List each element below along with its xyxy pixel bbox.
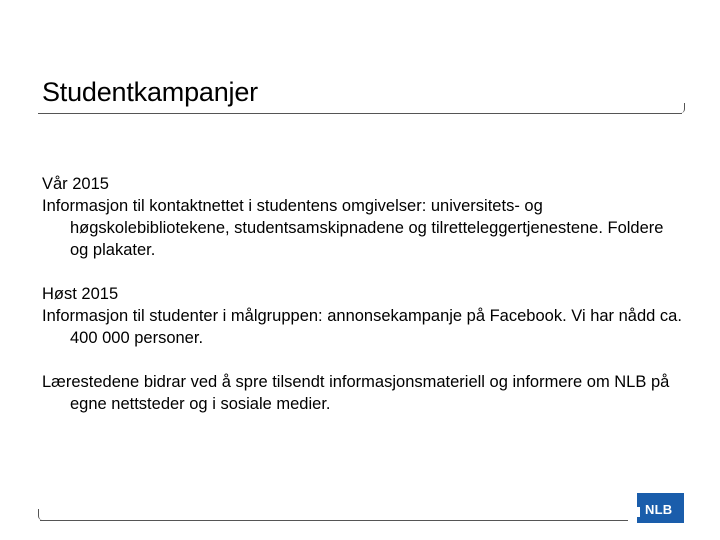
slide-body xyxy=(42,173,682,415)
autumn-text: Informasjon til studenter i målgruppen: annonsekampanje på Facebook. Vi har nådd ca. 400 000 personer. xyxy=(42,307,682,347)
logo-mark-icon xyxy=(637,507,640,517)
logo-text: NLB xyxy=(645,502,673,517)
title-divider xyxy=(38,113,682,114)
spring-heading: Vår 2015 xyxy=(42,175,109,193)
footer-divider-end xyxy=(38,509,43,520)
title-divider-end xyxy=(680,103,685,113)
slide-title: Studentkampanjer xyxy=(42,77,258,107)
autumn-heading: Høst 2015 xyxy=(42,285,119,303)
institutions-text: Lærestedene bidrar ved å spre tilsendt informasjonsmateriell og informere om NLB på egne nettsteder og i sosiale medier. xyxy=(42,373,670,413)
paragraph-spacer xyxy=(42,261,682,283)
paragraph-spacer xyxy=(42,349,682,371)
footer-divider xyxy=(40,520,628,521)
spring-text: Informasjon til kontaktnettet i studentens omgivelser: universitets- og høgskolebibliotekene, studentsamskipnadene og tilretteleggertjenestene. Foldere og plakater. xyxy=(42,197,664,259)
nlb-logo xyxy=(637,493,684,523)
